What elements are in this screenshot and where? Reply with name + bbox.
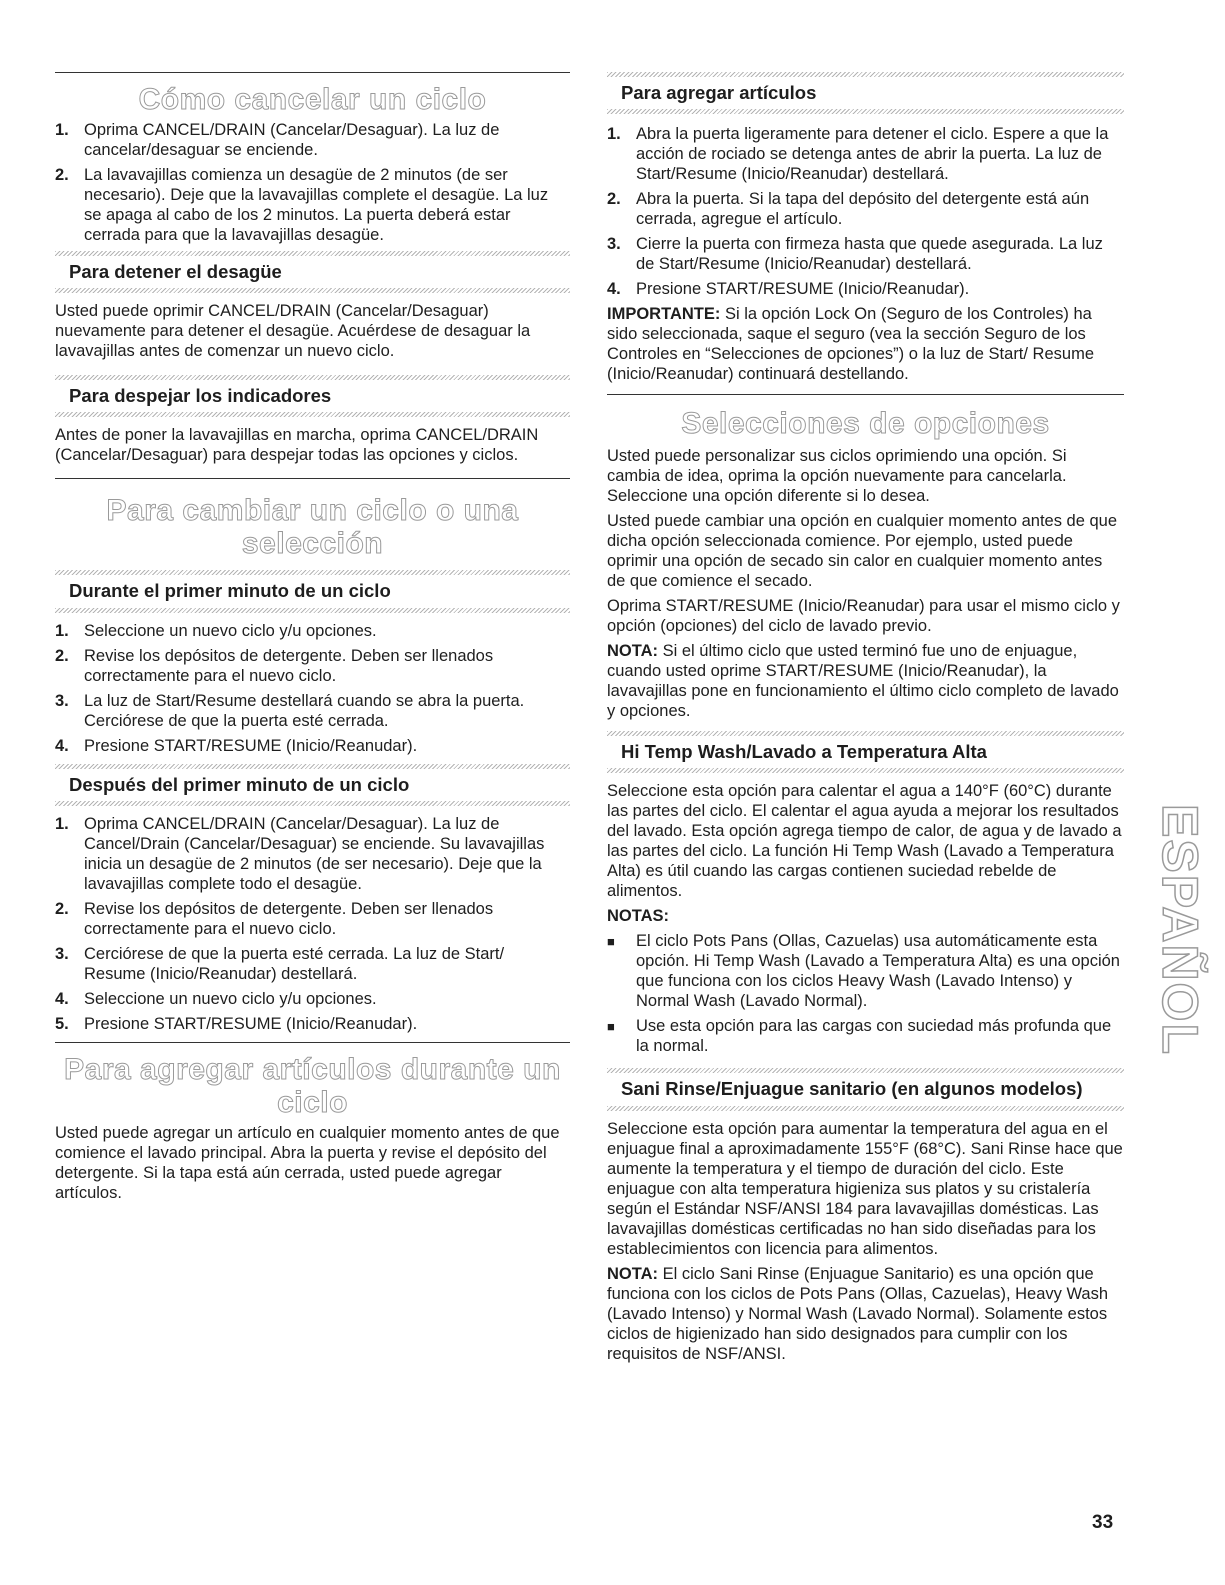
section-rule [55,478,570,479]
subheading-sani-rinse: Sani Rinse/Enjuague sanitario (en algunos modelos) [621,1078,1083,1100]
important-note: IMPORTANTE: Si la opción Lock On (Seguro de los Controles) ha sido seleccionada, saque el seguro (vea la sección Seguro de los Controles en “Selecciones de opciones”) o la luz de Start/ Resume (Inicio/Reanudar) continuará destellando. [607,305,1094,384]
stop-drain-text: Usted puede oprimir CANCEL/DRAIN (Cancelar/Desaguar) nuevamente para detener el desagüe. Acuérdese de desaguar la lavavajillas antes de comenzar un nuevo ciclo. [55,302,531,361]
list-item: 3. Cerciórese de que la puerta esté cerrada. La luz de Start/ Resume (Inicio/Reanudar) destellará. [55,944,505,983]
section-title-cancel: Cómo cancelar un ciclo [138,83,487,116]
hatch-divider [55,288,570,293]
options-paragraph: Usted puede cambiar una opción en cualquier momento antes de que dicha opción seleccionada comience. Por ejemplo, usted puede oprimir una opción de secado sin calor en cualquier momento antes de que comience el secado. [607,512,1118,591]
list-item: 2. La lavavajillas comienza un desagüe de 2 minutos (de ser necesario). Deje que la lavavajillas complete el desagüe. La luz se apaga al cabo de los 2 minutos. La puerta deberá estar cerrada para que la lavavajillas desagüe. [55,166,549,244]
list-item: 3. Cierre la puerta con firmeza hasta que quede asegurada. La luz de Start/Resume (Inicio/Reanudar) destellará. [607,235,1103,274]
list-item: 4. Seleccione un nuevo ciclo y/u opciones. [55,989,377,1008]
list-item: 4. Presione START/RESUME (Inicio/Reanudar). [55,736,418,755]
list-item: 2. Revise los depósitos de detergente. Deben ser llenados correctamente para el nuevo ciclo. [55,899,494,938]
section-rule [55,72,570,73]
list-item: ■ Use esta opción para las cargas con suciedad más profunda que la normal. [607,1017,1112,1056]
subheading-add-items: Para agregar artículos [621,82,817,103]
right-column [607,0,1124,1364]
hatch-divider [55,608,570,613]
hi-temp-notes [607,931,1124,1056]
subheading-after-minute: Después del primer minuto de un ciclo [69,773,410,795]
hatch-divider [607,1106,1124,1111]
list-item: 1. Oprima CANCEL/DRAIN (Cancelar/Desaguar). La luz de cancelar/desaguar se enciende. [55,121,500,159]
after-minute-steps [55,814,570,1034]
subheading-clear-indicators: Para despejar los indicadores [69,385,332,407]
clear-indicators-text: Antes de poner la lavavajillas en marcha, oprima CANCEL/DRAIN (Cancelar/Desaguar) para despejar todas las opciones y ciclos. [55,426,539,465]
left-column [55,0,570,1203]
section-rule [55,1042,570,1043]
hi-temp-text: Seleccione esta opción para calentar el agua a 140°F (60°C) durante las partes del ciclo. El calentar el agua ayuda a mejorar los resultados del lavado. Esta opción agrega tiempo de calor, de agua y de lavado a las partes del ciclo. La función Hi Temp Wash (Lavado a Temperatura Alta) es útil cuando las cargas contienen suciedad rebelde de alimentos. [607,782,1122,901]
list-item: 3. La luz de Start/Resume destellará cuando se abra la puerta. Cerciórese de que la puerta esté cerrada. [55,691,525,730]
add-during-text: Usted puede agregar un artículo en cualquier momento antes de que comience el lavado principal. Abra la puerta y revise el depósito del detergente. Si la tapa está aún cerrada, usted puede agregar artículos. [55,1123,560,1202]
subheading-hi-temp: Hi Temp Wash/Lavado a Temperatura Alta [621,741,987,763]
section-title-change-cycle: Para cambiar un ciclo o una selección [106,494,519,561]
section-title-add-during: Para agregar artículos durante un ciclo [64,1052,561,1119]
sani-rinse-note: NOTA: El ciclo Sani Rinse (Enjuague Sanitario) es una opción que funciona con los ciclos de Pots Pans (Ollas, Cazuelas), Heavy Wash (Lavado Intenso) y Normal Wash (Lavado Normal). Solamente estos ciclos de higienizado han sido designados para cumplir con los requisitos de NSF/ANSI. [607,1264,1109,1363]
list-item: 1. Abra la puerta ligeramente para detener el ciclo. Espere a que la acción de rociado se detenga antes de abrir la puerta. La luz de Start/Resume (Inicio/Reanudar) destellará. [607,125,1109,184]
hatch-divider [55,412,570,417]
list-item: 4. Presione START/RESUME (Inicio/Reanudar). [607,280,970,299]
hatch-divider [55,801,570,806]
sani-rinse-text: Seleccione esta opción para aumentar la temperatura del agua en el enjuague final a aproximadamente 155°F (68°C). Sani Rinse hace que aumente la temperatura y el tiempo de duración del ciclo. Este enjuague con alta temperatura higieniza sus platos y su cristalería según el Estándar NSF/ANSI 184 para lavavajillas domésticas. Las lavavajillas domésticas certificadas no han sido diseñadas para los establecimientos con licencia para alimentos. [607,1119,1123,1258]
language-side-tab: ESPAÑOL [1152,804,1208,1056]
first-minute-steps [55,621,570,756]
options-note: NOTA: Si el último ciclo que usted terminó fue uno de enjuague, cuando usted oprime START/RESUME (Inicio/Reanudar), la lavavajillas pone en funcionamiento el último ciclo completo de lavado y opciones. [607,642,1119,721]
bullet-icon: ■ [607,1019,615,1035]
section-title-options: Selecciones de opciones [681,407,1050,441]
section-rule [607,394,1124,395]
list-item: 2. Abra la puerta. Si la tapa del depósito del detergente está aún cerrada, agregue el artículo. [607,190,1090,229]
bullet-icon: ■ [607,934,615,950]
options-paragraph: Usted puede personalizar sus ciclos oprimiendo una opción. Si cambia de idea, oprima la opción nuevamente para cancelarla. Seleccione una opción diferente si lo desea. [607,447,1067,506]
list-item: ■ El ciclo Pots Pans (Ollas, Cazuelas) usa automáticamente esta opción. Hi Temp Wash (Lavado a Temperatura Alta) es una opción que funciona con los ciclos Heavy Wash (Lavado Intenso) y Normal Wash (Lavado Normal). [607,932,1120,1011]
hatch-divider [607,109,1124,114]
subheading-stop-drain: Para detener el desagüe [69,261,282,282]
hatch-divider [607,768,1124,773]
add-items-steps [607,124,1124,299]
list-item: 2. Revise los depósitos de detergente. Deben ser llenados correctamente para el nuevo ciclo. [55,646,494,685]
list-item: 1. Oprima CANCEL/DRAIN (Cancelar/Desaguar). La luz de Cancel/Drain (Cancelar/Desaguar) se enciende. Su lavavajillas inicia un desagüe de 2 minutos (de ser necesario). Deje que la lavavajillas complete todo el desagüe. [55,814,545,893]
page-number: 33 [1092,1512,1114,1533]
subheading-first-minute: Durante el primer minuto de un ciclo [69,580,391,602]
notes-label: NOTAS: [607,907,670,926]
list-item: 1. Seleccione un nuevo ciclo y/u opciones. [55,621,377,640]
cancel-steps [55,120,570,245]
options-paragraph: Oprima START/RESUME (Inicio/Reanudar) para usar el mismo ciclo y opción (opciones) del ciclo de lavado previo. [607,597,1120,636]
list-item: 5. Presione START/RESUME (Inicio/Reanudar). [55,1014,418,1033]
